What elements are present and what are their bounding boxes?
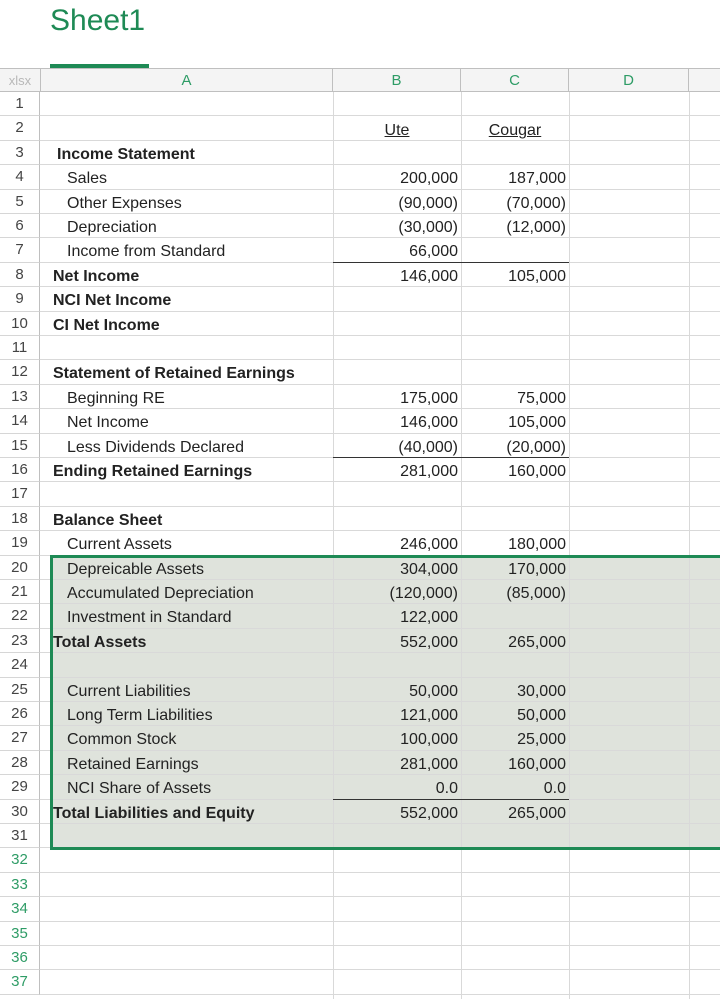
cell-label: NCI Share of Assets: [67, 780, 212, 798]
cell-label: Current Assets: [67, 536, 172, 554]
cell-value-cougar: 50,000: [517, 707, 566, 724]
cell-label: Other Expenses: [67, 194, 182, 212]
cell-label: Net Income: [53, 267, 140, 285]
row-gridline: [40, 969, 720, 970]
row-header-9[interactable]: 9: [0, 287, 40, 311]
column-header-a[interactable]: A: [41, 68, 333, 92]
row-header-1[interactable]: 1: [0, 92, 40, 116]
row-gridline: [40, 896, 720, 897]
row-header-34[interactable]: 34: [0, 897, 40, 921]
cell-label: CI Net Income: [53, 316, 160, 334]
cell-value-ute: 50,000: [409, 682, 458, 700]
row-header-15[interactable]: 15: [0, 434, 40, 458]
row-header-35[interactable]: 35: [0, 922, 40, 946]
cell-value-ute: 66,000: [409, 243, 458, 261]
cell-label: Beginning RE: [67, 389, 165, 407]
row-header-37[interactable]: 37: [0, 970, 40, 994]
cell-value-cougar: 160,000: [508, 755, 566, 773]
cell-label: Investment in Standard: [67, 609, 232, 627]
cell-value-ute: 100,000: [400, 731, 458, 749]
cell-label: Statement of Retained Earnings: [53, 365, 295, 383]
row-gridline: [40, 994, 720, 995]
row-header-31[interactable]: 31: [0, 824, 40, 848]
cell-value-cougar: 105,000: [508, 267, 566, 285]
row-header-3[interactable]: 3: [0, 141, 40, 165]
row-gridline: [40, 872, 720, 873]
cell-value-ute: 146,000: [400, 414, 458, 432]
cell-label: Income from Standard: [67, 243, 226, 261]
row-header-5[interactable]: 5: [0, 190, 40, 214]
row-header-32[interactable]: 32: [0, 848, 40, 872]
cell-label: Total Liabilities and Equity: [53, 804, 255, 822]
cell-label: Retained Earnings: [67, 755, 199, 773]
cell-value-ute: 552,000: [400, 633, 458, 651]
cell-value-ute: (40,000): [398, 438, 458, 456]
cell-value-cougar: 187,000: [508, 170, 566, 188]
row-header-6[interactable]: 6: [0, 214, 40, 238]
cell-value-cougar: 265,000: [508, 804, 566, 822]
row-header-10[interactable]: 10: [0, 312, 40, 336]
column-header-e[interactable]: [689, 68, 720, 92]
row-header-12[interactable]: 12: [0, 360, 40, 384]
cell-label: Accumulated Depreciation: [67, 585, 254, 602]
cell-label: Income Statement: [57, 145, 195, 163]
cell-label: Common Stock: [67, 731, 177, 749]
row-header-25[interactable]: 25: [0, 678, 40, 702]
row-gridline: [40, 506, 720, 507]
cell-value-cougar: 75,000: [517, 389, 566, 407]
cell-value-cougar: 25,000: [517, 731, 566, 749]
cell-label: Depreciation: [67, 219, 157, 236]
sheet-tab[interactable]: Sheet1: [50, 4, 146, 37]
cell-label: Balance Sheet: [53, 511, 163, 529]
cell-value-cougar: (20,000): [506, 438, 566, 456]
row-header-14[interactable]: 14: [0, 409, 40, 433]
cell-value-cougar: 160,000: [508, 463, 566, 480]
cell-value-cougar: 265,000: [508, 633, 566, 651]
cell-label: Net Income: [67, 414, 149, 432]
selection-border[interactable]: [50, 555, 720, 851]
cell-value-cougar: 105,000: [508, 414, 566, 432]
cell-value-cougar: (85,000): [506, 585, 566, 602]
row-gridline: [40, 115, 720, 116]
cell-value-ute: 121,000: [400, 707, 458, 724]
spreadsheet-grid[interactable]: [0, 68, 720, 999]
cell-label: Less Dividends Declared: [67, 438, 244, 456]
row-gridline: [40, 359, 720, 360]
cell-value-ute: 246,000: [400, 536, 458, 554]
row-header-22[interactable]: 22: [0, 604, 40, 628]
row-header-33[interactable]: 33: [0, 873, 40, 897]
cell-label: Long Term Liabilities: [67, 707, 213, 724]
row-header-4[interactable]: 4: [0, 165, 40, 189]
row-header-16[interactable]: 16: [0, 458, 40, 482]
cell-value-cougar: 170,000: [508, 560, 566, 578]
row-header-2[interactable]: 2: [0, 116, 40, 140]
column-label-cougar: Cougar: [488, 122, 542, 140]
cell-value-cougar: 0.0: [543, 780, 566, 798]
column-gridline: [689, 92, 690, 999]
row-header-17[interactable]: 17: [0, 482, 40, 506]
row-header-21[interactable]: 21: [0, 580, 40, 604]
row-header-23[interactable]: 23: [0, 629, 40, 653]
cell-label: Sales: [67, 170, 108, 188]
row-header-36[interactable]: 36: [0, 946, 40, 970]
cell-label: Ending Retained Earnings: [53, 463, 253, 480]
row-header-27[interactable]: 27: [0, 726, 40, 750]
column-label-ute: Ute: [384, 122, 410, 140]
row-header-20[interactable]: 20: [0, 556, 40, 580]
cell-value-cougar: (12,000): [506, 219, 566, 236]
row-header-29[interactable]: 29: [0, 775, 40, 799]
column-header-b[interactable]: B: [333, 68, 461, 92]
row-header-8[interactable]: 8: [0, 263, 40, 287]
cell-label: Depreicable Assets: [67, 560, 204, 578]
cell-value-ute: 281,000: [400, 463, 458, 480]
row-header-28[interactable]: 28: [0, 751, 40, 775]
cell-value-cougar: (70,000): [506, 194, 566, 212]
column-header-c[interactable]: C: [461, 68, 569, 92]
cell-value-ute: 122,000: [400, 609, 458, 627]
cell-value-ute: 552,000: [400, 804, 458, 822]
cell-label: Total Assets: [53, 633, 147, 651]
row-header-13[interactable]: 13: [0, 385, 40, 409]
row-gridline: [40, 921, 720, 922]
cell-value-ute: (90,000): [398, 194, 458, 212]
cell-value-cougar: 30,000: [517, 682, 566, 700]
row-header-18[interactable]: 18: [0, 507, 40, 531]
cell-bottom-border: [333, 262, 569, 263]
select-all-corner[interactable]: xlsx: [0, 68, 41, 92]
row-header-26[interactable]: 26: [0, 702, 40, 726]
column-header-d[interactable]: D: [569, 68, 689, 92]
row-header-7[interactable]: 7: [0, 238, 40, 262]
cell-value-ute: 281,000: [400, 755, 458, 773]
row-header-24[interactable]: 24: [0, 653, 40, 677]
cell-value-ute: 175,000: [400, 389, 458, 407]
row-gridline: [40, 945, 720, 946]
cell-value-ute: (30,000): [398, 219, 458, 236]
cell-value-ute: (120,000): [389, 585, 458, 602]
cell-value-ute: 0.0: [435, 780, 458, 798]
column-gridline: [569, 92, 570, 999]
row-header-19[interactable]: 19: [0, 531, 40, 555]
cell-value-ute: 304,000: [400, 560, 458, 578]
cell-value-ute: 146,000: [400, 267, 458, 285]
cell-bottom-border: [333, 457, 569, 458]
row-header-11[interactable]: 11: [0, 336, 40, 360]
cell-label: NCI Net Income: [53, 292, 172, 310]
cell-value-cougar: 180,000: [508, 536, 566, 554]
row-header-30[interactable]: 30: [0, 800, 40, 824]
cell-value-ute: 200,000: [400, 170, 458, 188]
cell-label: Current Liabilities: [67, 682, 191, 700]
